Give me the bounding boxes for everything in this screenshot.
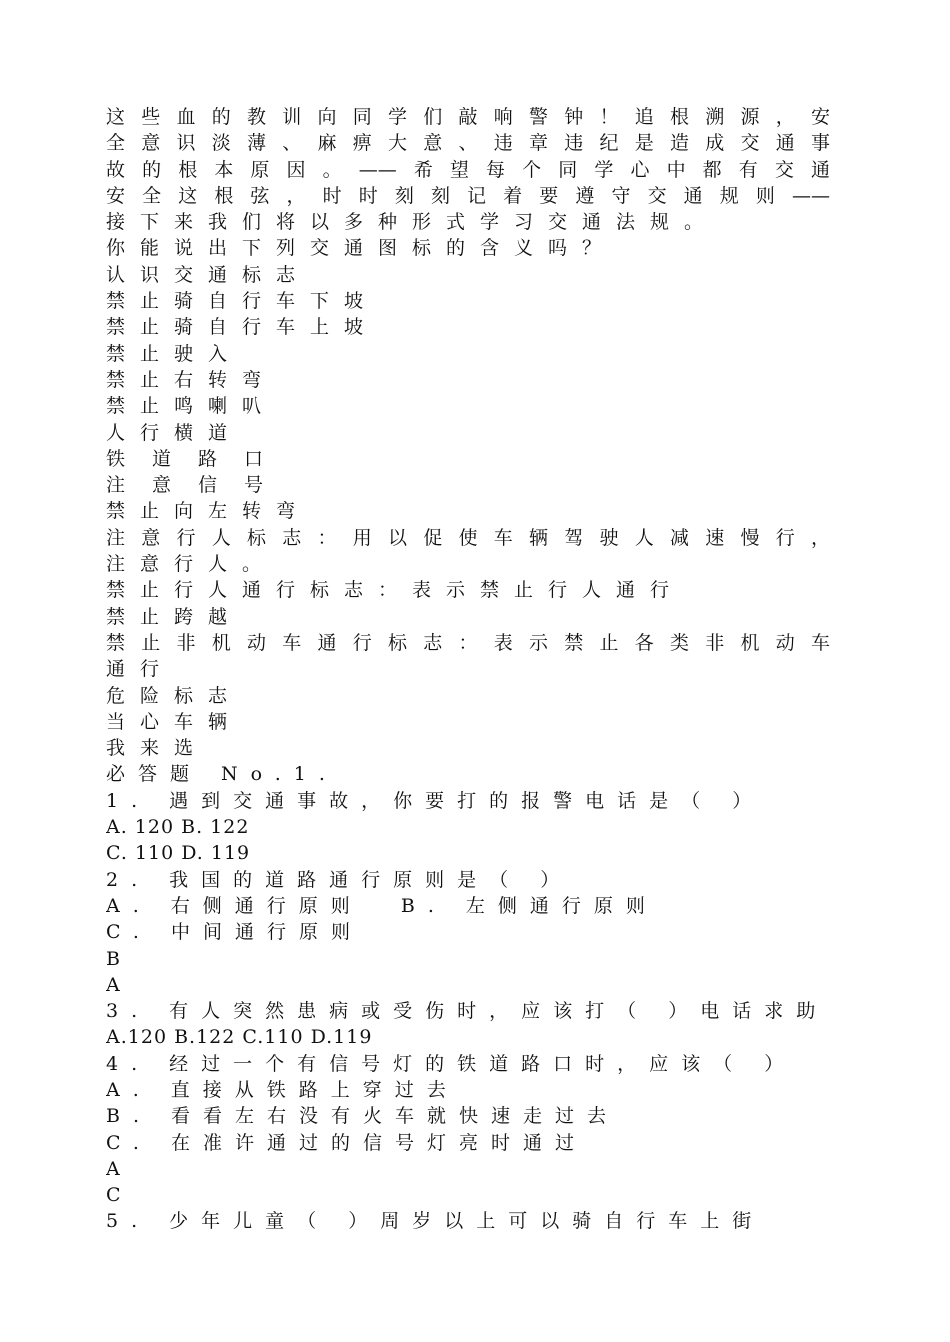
text-line-18: 注意行人。 [106, 553, 277, 576]
text-line-28: A. 120 B. 122 [106, 816, 250, 839]
text-line-7: 认识交通标志 [106, 263, 311, 286]
text-line-43: 5. 少年儿童（ ）周岁以上可以骑自行车上街 [106, 1210, 765, 1233]
text-line-32: C. 中间通行原则 [106, 921, 363, 944]
text-line-21: 禁​止​非​机​动​车​通​行​标​志​：​表​示​禁​止​各​类​非​机​动​车 [106, 631, 830, 654]
text-line-22: 通行 [106, 658, 175, 681]
text-line-16: 禁止向左转弯 [106, 500, 311, 523]
text-line-20: 禁止跨越 [106, 605, 243, 628]
text-line-5: 接下来我们将以多种形式学习交通法规。 [106, 211, 719, 234]
text-line-42: C [106, 1184, 121, 1207]
text-line-4: 安​全​这​根​弦​，​时​时​刻​刻​记​着​要​遵​守​交​通​规​则​—​— [106, 184, 830, 207]
text-line-11: 禁止右转弯 [106, 368, 277, 391]
text-line-31: A. 右侧通行原则 B. 左侧通行原则 [106, 894, 658, 917]
text-line-8: 禁止骑自行车下坡 [106, 290, 379, 313]
text-line-40: C. 在准许通过的信号灯亮时通过 [106, 1131, 587, 1154]
text-line-30: 2. 我国的道路通行原则是（ ） [106, 868, 573, 891]
text-line-2: 全​意​识​淡​薄​、​麻​痹​大​意​、​违​章​违​纪​是​造​成​交​通​事 [106, 132, 830, 155]
text-line-1: 这​些​血​的​教​训​向​同​学​们​敲​响​警​钟​！​追​根​溯​源​，​安 [106, 106, 830, 128]
document-body [106, 104, 830, 1235]
text-line-35: 3. 有人突然患病或受伤时，应该打（ ）电话求助 [106, 1000, 829, 1023]
text-line-17: 注​意​行​人​标​志​：​用​以​促​使​车​辆​驾​驶​人​减​速​慢​行​， [106, 526, 830, 549]
text-line-41: A [106, 1157, 120, 1180]
text-line-34: A [106, 973, 120, 996]
text-line-12: 禁止鸣喇叭 [106, 395, 277, 418]
text-line-39: B. 看看左右没有火车就快速走过去 [106, 1105, 620, 1128]
text-line-23: 危险标志 [106, 684, 243, 707]
text-line-36: A.120 B.122 C.110 D.119 [106, 1026, 373, 1049]
text-line-27: 1. 遇到交通事故，你要打的报警电话是（ ） [106, 789, 765, 812]
text-line-29: C. 110 D. 119 [106, 842, 251, 865]
text-line-38: A. 直接从铁路上穿过去 [106, 1078, 459, 1101]
text-line-10: 禁止驶入 [106, 342, 243, 365]
text-line-33: B [106, 947, 120, 970]
text-line-13: 人行横道 [106, 421, 243, 444]
text-line-3: 故​的​根​本​原​因​。​—​—​希​望​每​个​同​学​心​中​都​有​交​通 [106, 158, 830, 181]
text-line-15: 注意信号 [106, 474, 291, 497]
text-line-9: 禁止骑自行车上坡 [106, 316, 379, 339]
text-line-25: 我来选 [106, 737, 209, 760]
text-line-6: 你能说出下列交通图标的含义吗？ [106, 237, 617, 260]
text-line-37: 4. 经过一个有信号灯的铁道路口时，应该（ ） [106, 1052, 797, 1075]
text-line-26: 必答题 No.1. [106, 763, 338, 786]
text-line-24: 当心车辆 [106, 710, 243, 733]
text-line-14: 铁道路口 [106, 447, 291, 470]
text-line-19: 禁止行人通行标志：表示禁止行人通行 [106, 579, 685, 602]
